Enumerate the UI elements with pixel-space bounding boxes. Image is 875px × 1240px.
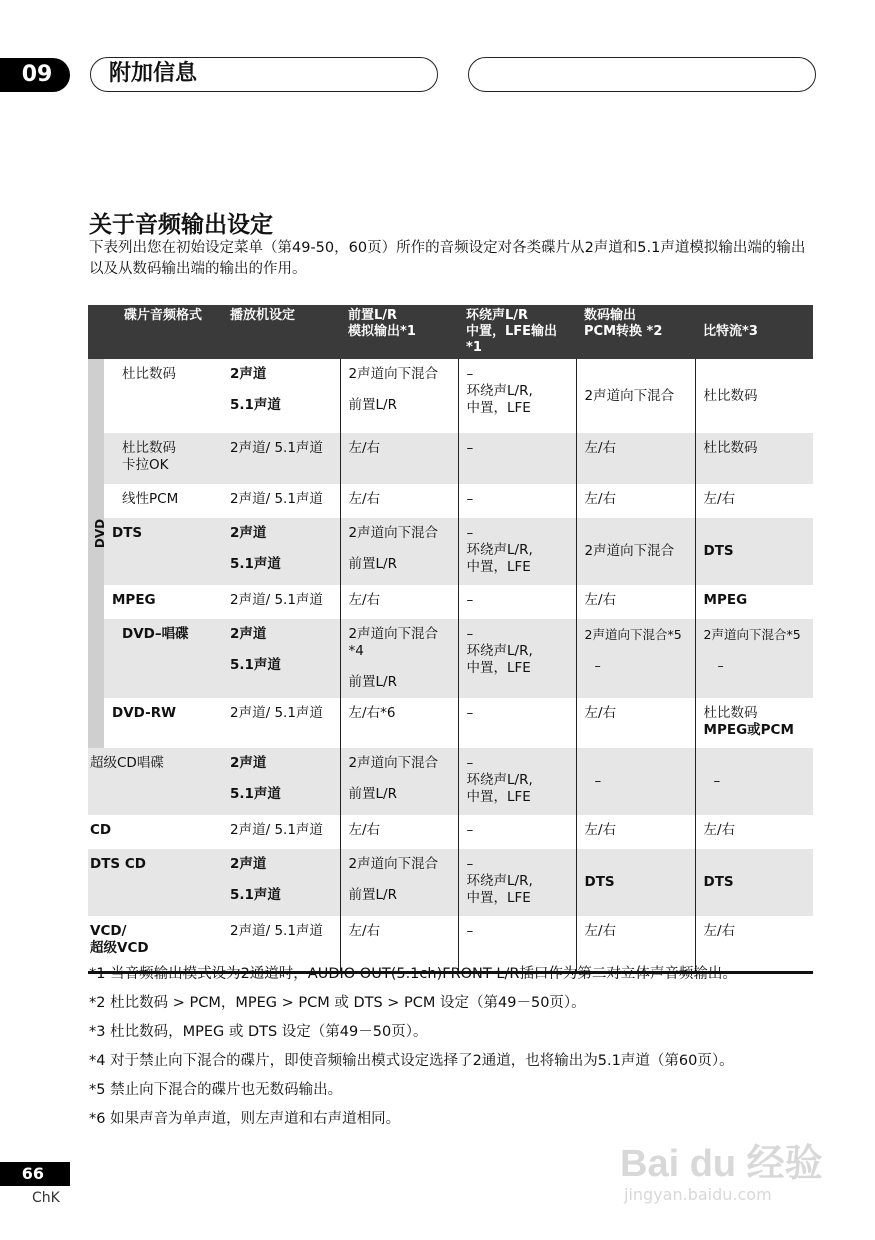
row-dvd-audio <box>88 619 813 698</box>
cell-surround: – 环绕声L/R, 中置，LFE <box>458 518 576 585</box>
cell-pcm: 2声道向下混合 <box>576 359 695 433</box>
cell-player: 2声道/ 5.1声道 <box>230 491 323 507</box>
cell-surround: – <box>458 433 576 484</box>
col-surround: 环绕声L/R 中置，LFE输出*1 <box>458 305 576 359</box>
cell-format: 超级CD唱碟 <box>88 748 222 815</box>
footnote-3: *3 杜比数码，MPEG 或 DTS 设定（第49－50页）。 <box>89 1024 428 1040</box>
cell-player: 2声道/ 5.1声道 <box>222 916 340 972</box>
cell-bitstream: DTS <box>695 849 813 916</box>
row-cd <box>88 815 813 849</box>
row-dolby-karaoke <box>88 433 813 484</box>
cell-bitstream: – <box>695 748 813 815</box>
cell-pcm: 左/右 <box>576 484 695 518</box>
cell-surround: – 环绕声L/R, 中置，LFE <box>458 748 576 815</box>
cell-format: 杜比数码 卡拉OK <box>104 433 222 484</box>
cell-format: 线性PCM <box>122 491 179 507</box>
cell-front: 左/右 <box>340 916 458 972</box>
chapter-title: 附加信息 <box>90 57 438 92</box>
cell-pcm: 2声道向下混合*5 – <box>576 619 695 698</box>
footnote-2: *2 杜比数码 > PCM，MPEG > PCM 或 DTS > PCM 设定（第49－50页）。 <box>89 995 586 1011</box>
col-player: 播放机设定 <box>222 305 340 359</box>
row-dts-cd <box>88 849 813 916</box>
cell-surround: – 环绕声L/R, 中置，LFE <box>458 359 576 433</box>
col-front: 前置L/R 模拟输出*1 <box>340 305 458 359</box>
cell-player: 2声道/ 5.1声道 <box>230 822 323 838</box>
cell-format: DVD-RW <box>112 705 176 721</box>
row-dolby-digital <box>88 359 813 433</box>
header-empty-pill <box>468 57 816 92</box>
cell-player: 2声道 5.1声道 <box>222 619 340 698</box>
page-number: 66 <box>0 1162 70 1186</box>
cell-format: CD <box>90 822 112 838</box>
cell-format: MPEG <box>112 592 156 608</box>
cell-front: 左/右 <box>340 585 458 619</box>
cell-format: 杜比数码 <box>122 366 176 382</box>
cell-bitstream: 2声道向下混合*5 – <box>695 619 813 698</box>
footnote-1: *1 当音频输出模式设为2通道时，AUDIO OUT(5.1ch)FRONT L/R插口作为第二对立体声音频输出。 <box>89 966 737 982</box>
cell-surround: – <box>458 484 576 518</box>
row-dts <box>88 518 813 585</box>
cell-pcm: 左/右 <box>576 433 695 484</box>
cell-player: 2声道/ 5.1声道 <box>230 592 323 608</box>
footnote-5: *5 禁止向下混合的碟片也无数码输出。 <box>89 1082 343 1098</box>
cell-bitstream: MPEG <box>695 585 813 619</box>
cell-front: 左/右 <box>340 815 458 849</box>
cell-player: 2声道/ 5.1声道 <box>230 705 323 721</box>
footnote-4: *4 对于禁止向下混合的碟片，即使音频输出模式设定选择了2通道，也将输出为5.1声道（第60页）。 <box>89 1053 734 1069</box>
cell-front: 2声道向下混合 前置L/R <box>340 748 458 815</box>
row-sacd <box>88 748 813 815</box>
cell-front: 左/右 <box>340 433 458 484</box>
language-code: ChK <box>32 1190 60 1206</box>
col-format: 碟片音频格式 <box>88 305 222 359</box>
col-bitstream: 比特流*3 <box>695 305 813 359</box>
cell-bitstream: DTS <box>695 518 813 585</box>
cell-surround: – <box>458 815 576 849</box>
cell-player: 2声道 5.1声道 <box>222 748 340 815</box>
cell-front: 2声道向下混合*4 前置L/R <box>340 619 458 698</box>
cell-bitstream: 杜比数码 <box>695 433 813 484</box>
cell-bitstream: 左/右 <box>695 815 813 849</box>
cell-surround: – 环绕声L/R, 中置，LFE <box>458 849 576 916</box>
cell-surround: – <box>458 916 576 972</box>
cell-player: 2声道 5.1声道 <box>222 518 340 585</box>
cell-pcm: 左/右 <box>576 585 695 619</box>
row-mpeg <box>88 585 813 619</box>
section-title: 关于音频输出设定 <box>89 212 273 238</box>
cell-pcm: 左/右 <box>576 698 695 748</box>
table-header-row <box>88 305 813 359</box>
cell-front: 2声道向下混合 前置L/R <box>340 849 458 916</box>
watermark <box>620 1132 823 1204</box>
cell-front: 左/右 <box>340 484 458 518</box>
cell-player: 2声道 5.1声道 <box>230 366 281 413</box>
cell-pcm: 左/右 <box>576 916 695 972</box>
cell-player: 2声道 5.1声道 <box>222 849 340 916</box>
watermark-url: jingyan.baidu.com <box>624 1185 772 1204</box>
cell-pcm: 左/右 <box>576 815 695 849</box>
chapter-number: 09 <box>0 58 70 92</box>
cell-surround: – 环绕声L/R, 中置，LFE <box>458 619 576 698</box>
cell-bitstream: 左/右 <box>695 484 813 518</box>
dvd-group-bar: DVD <box>88 359 104 748</box>
cell-format: DVD–唱碟 <box>104 619 222 698</box>
cell-format: VCD/ 超级VCD <box>88 916 222 972</box>
cell-bitstream: 杜比数码 <box>695 359 813 433</box>
footnote-6: *6 如果声音为单声道，则左声道和右声道相同。 <box>89 1111 401 1127</box>
col-pcm: 数码输出 PCM转换 *2 <box>576 305 695 359</box>
watermark-brand: Bai du 经验 <box>620 1143 823 1185</box>
footnotes <box>89 964 814 1138</box>
cell-format: DTS CD <box>88 849 222 916</box>
cell-front: 2声道向下混合 前置L/R <box>340 518 458 585</box>
cell-bitstream: 左/右 <box>695 916 813 972</box>
cell-surround: – <box>458 585 576 619</box>
cell-front: 左/右*6 <box>340 698 458 748</box>
cell-player: 2声道/ 5.1声道 <box>222 433 340 484</box>
audio-output-table <box>88 305 813 974</box>
cell-pcm: – <box>576 748 695 815</box>
row-linear-pcm <box>88 484 813 518</box>
row-dvd-rw <box>88 698 813 748</box>
cell-pcm: DTS <box>576 849 695 916</box>
cell-front: 2声道向下混合 前置L/R <box>340 359 458 433</box>
cell-bitstream: 杜比数码 MPEG或PCM <box>695 698 813 748</box>
section-intro: 下表列出您在初始设定菜单（第49-50，60页）所作的音频设定对各类碟片从2声道和5.1声道模拟输出端的输出以及从数码输出端的输出的作用。 <box>89 240 806 277</box>
cell-surround: – <box>458 698 576 748</box>
cell-pcm: 2声道向下混合 <box>576 518 695 585</box>
cell-format: DTS <box>104 518 222 585</box>
